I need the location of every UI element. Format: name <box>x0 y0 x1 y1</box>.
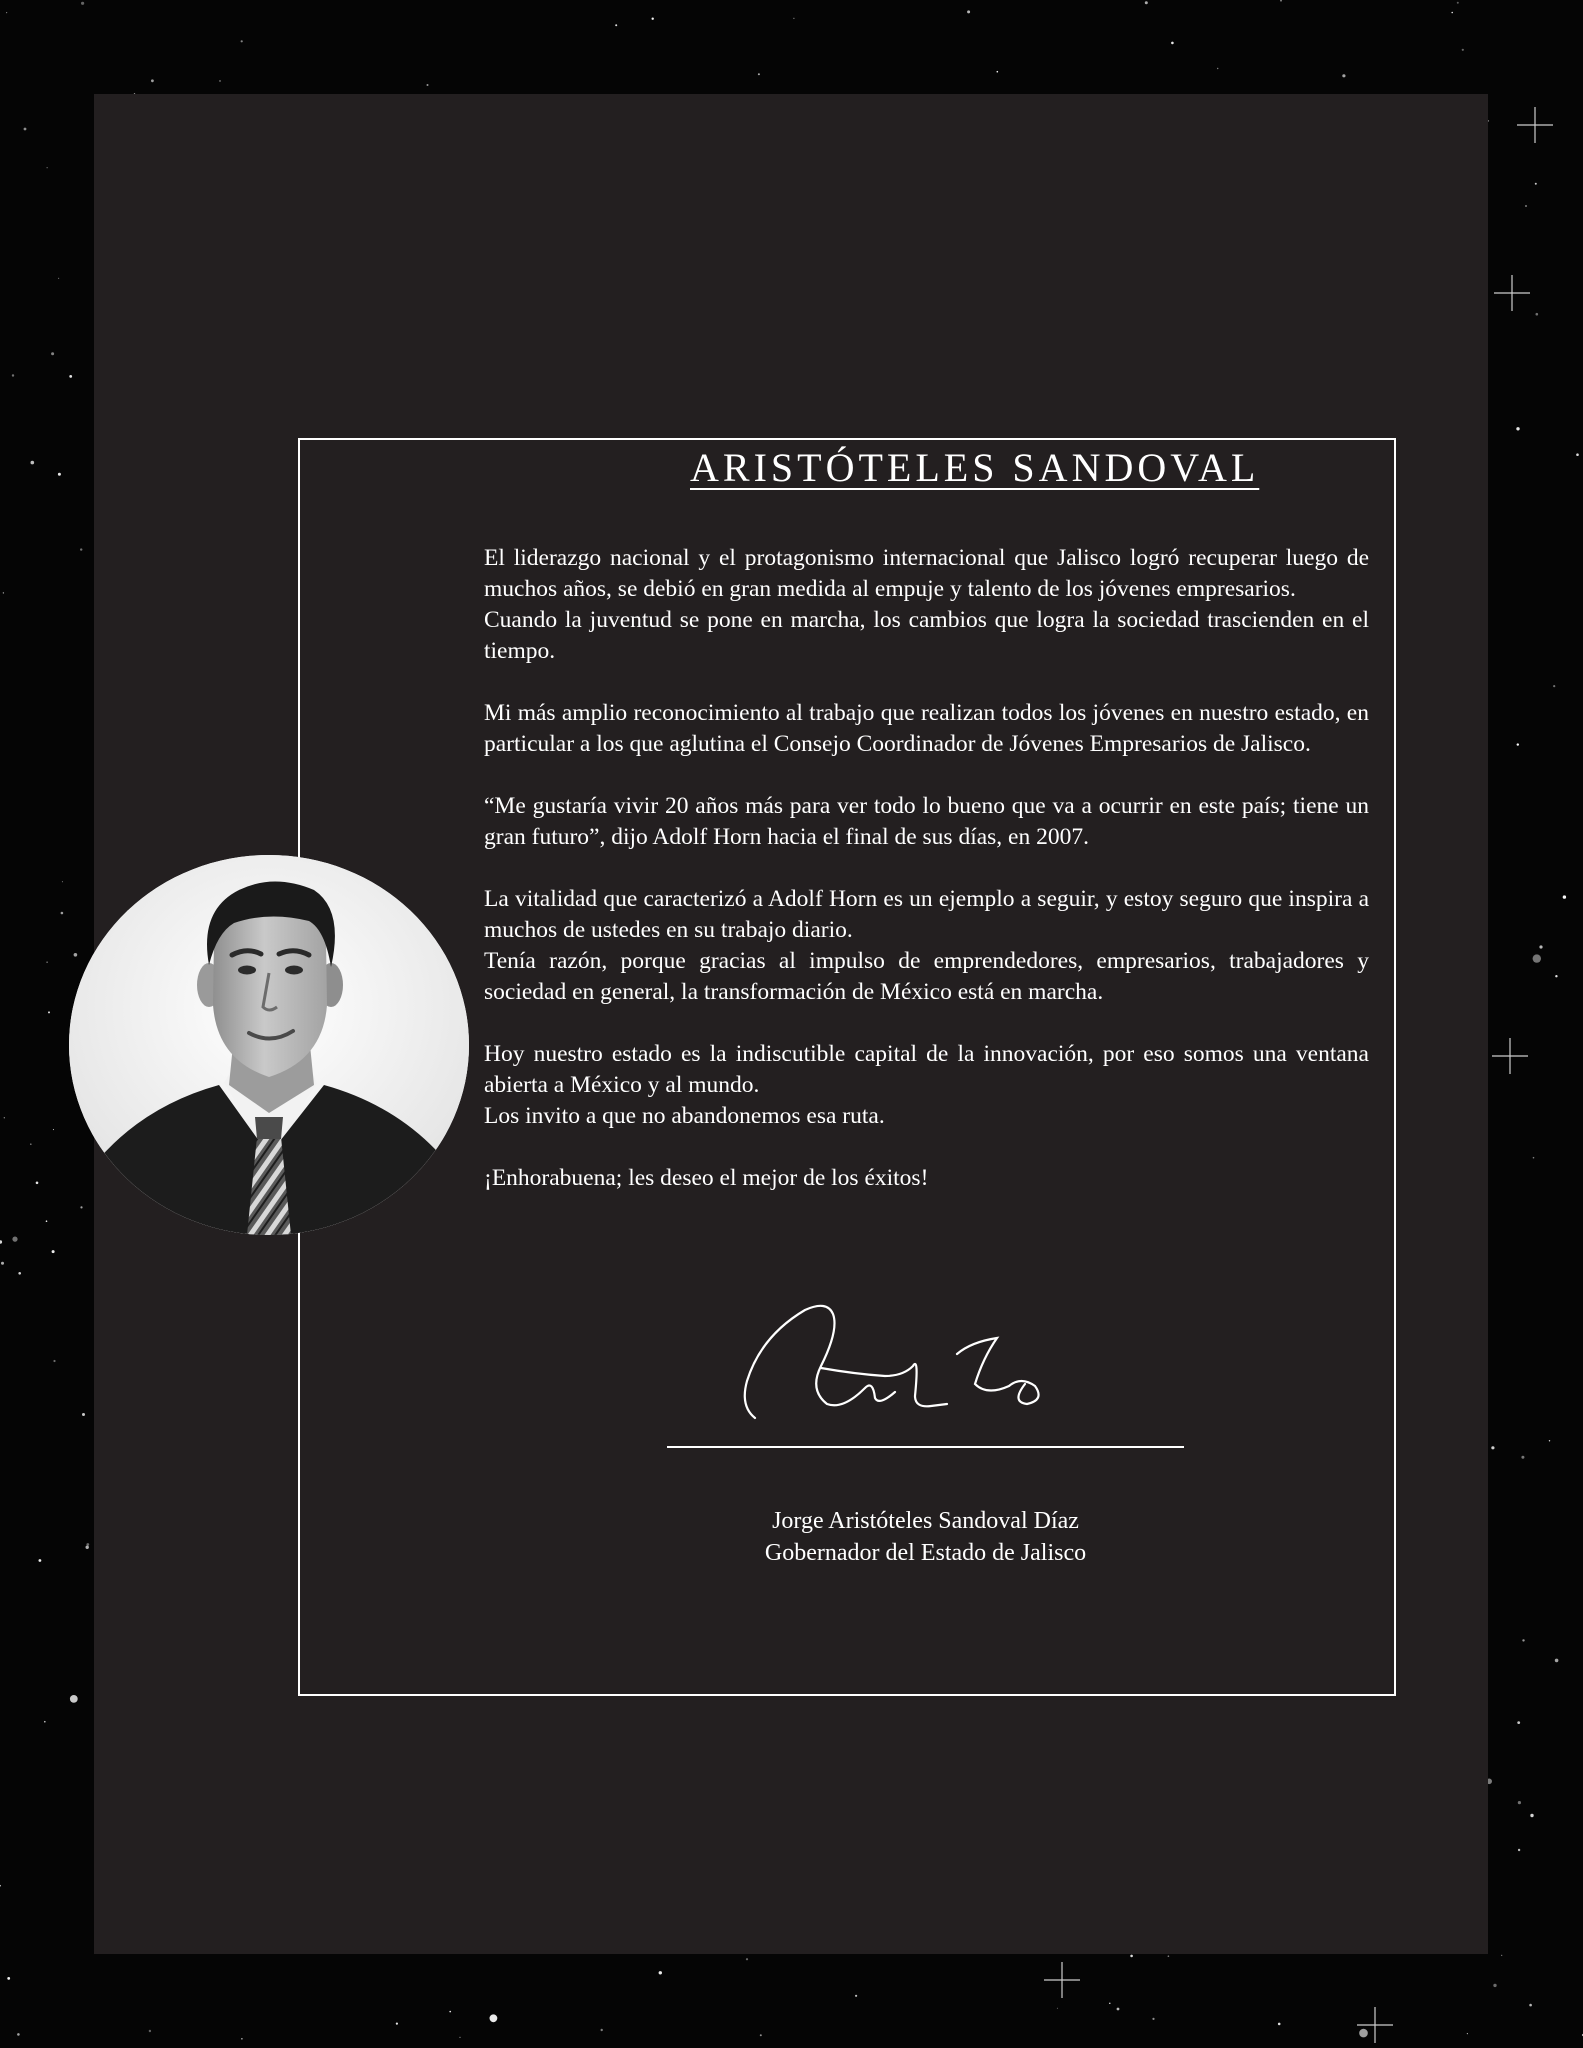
governor-portrait <box>69 855 469 1235</box>
star <box>44 1721 46 1723</box>
star <box>0 1240 2 1243</box>
star <box>490 2014 498 2022</box>
star <box>7 1977 10 1980</box>
star <box>80 1206 82 1208</box>
star <box>1152 2018 1154 2020</box>
star <box>80 548 82 550</box>
star <box>18 1272 21 1275</box>
star <box>1280 0 1282 2</box>
star <box>47 167 48 168</box>
star <box>1516 427 1519 430</box>
star <box>1145 1 1148 4</box>
star <box>46 962 47 963</box>
star <box>51 352 54 355</box>
star <box>1530 1814 1533 1817</box>
star <box>1517 1721 1520 1724</box>
star <box>1491 1446 1494 1449</box>
star <box>459 2037 460 2038</box>
star <box>1342 74 1345 77</box>
star <box>746 1958 748 1960</box>
sparkle-star <box>1517 107 1553 143</box>
star <box>1501 1955 1502 1956</box>
signature-mark <box>735 1296 1115 1436</box>
star <box>86 1546 89 1549</box>
paragraph-line: El liderazgo nacional y el protagonismo internacional que Jalisco logró recuperar luego de muchos años, se debió en gran medida al empuje y talento de los jóvenes empresarios. <box>484 545 1369 602</box>
signer-name: Jorge Aristóteles Sandoval Díaz <box>772 1508 1079 1534</box>
star <box>1518 1849 1520 1851</box>
star <box>601 2029 603 2031</box>
paragraph-1 <box>484 543 1369 667</box>
star <box>36 1182 39 1185</box>
paragraph-line: Cuando la juventud se pone en marcha, los cambios que logra la sociedad trascienden en el tiempo. <box>484 607 1369 664</box>
star <box>1457 2 1459 4</box>
star <box>1533 954 1541 962</box>
star <box>74 953 78 957</box>
paragraph-6 <box>484 1163 1369 1194</box>
star <box>1563 895 1566 898</box>
star <box>48 1011 50 1013</box>
star <box>31 461 35 465</box>
star <box>61 912 64 915</box>
star <box>62 881 63 882</box>
star <box>241 2038 243 2040</box>
star <box>1117 2008 1120 2011</box>
star <box>1522 1639 1524 1641</box>
star <box>855 1995 857 1997</box>
star <box>24 128 27 131</box>
star <box>4 1117 5 1118</box>
star <box>652 18 654 20</box>
star <box>1525 205 1527 207</box>
star <box>1217 68 1218 69</box>
star <box>82 1413 85 1416</box>
star <box>1535 183 1537 185</box>
sparkle-star <box>1494 275 1530 311</box>
star <box>1576 453 1579 456</box>
star <box>81 2 84 5</box>
star <box>1109 2003 1110 2004</box>
star <box>1539 945 1542 948</box>
star <box>793 18 794 19</box>
star <box>1549 1440 1550 1441</box>
star <box>219 80 220 81</box>
sparkle-star <box>1044 1962 1080 1998</box>
letter-body <box>484 543 1369 1194</box>
paragraph-line: “Me gustaría vivir 20 años más para ver todo lo bueno que va a ocurrir en este país; tiene un gran futuro”, dijo Adolf Horn hacia el final de sus días, en 2007. <box>484 793 1369 850</box>
star <box>86 1543 89 1546</box>
signature-line <box>667 1446 1184 1448</box>
paragraph-line: Mi más amplio reconocimiento al trabajo que realizan todos los jóvenes en nuestro estado, en particular a los que aglutina el Consejo Coordinador de Jóvenes Empresarios de Jalisco. <box>484 700 1369 757</box>
star <box>1555 1659 1559 1663</box>
star <box>70 1695 78 1703</box>
star <box>449 2011 451 2013</box>
star <box>12 1237 17 1242</box>
star <box>1521 1456 1524 1459</box>
star <box>151 79 154 82</box>
star <box>1533 1157 1535 1159</box>
star <box>615 24 617 26</box>
paragraph-4 <box>484 884 1369 1008</box>
star <box>149 2030 151 2032</box>
star <box>967 10 970 13</box>
paragraph-line: La vitalidad que caracterizó a Adolf Horn es un ejemplo a seguir, y estoy seguro que inspira a muchos de ustedes en su trabajo diario. <box>484 886 1369 943</box>
signer-title: Gobernador del Estado de Jalisco <box>764 1540 1087 1566</box>
star <box>1130 1955 1133 1958</box>
star <box>12 374 14 376</box>
star <box>3 592 4 593</box>
star <box>1168 1955 1170 1957</box>
star <box>1278 2023 1281 2026</box>
star <box>241 40 243 42</box>
paragraph-line: Tenía razón, porque gracias al impulso de emprendedores, empresarios, trabajadores y sociedad en general, la transformación de México está en marcha. <box>484 948 1369 1005</box>
page-title: ARISTÓTELES SANDOVAL <box>690 445 1260 490</box>
star <box>1359 2029 1368 2038</box>
paragraph-2 <box>484 698 1369 760</box>
paragraph-line: ¡Enhorabuena; les deseo el mejor de los éxitos! <box>484 1165 929 1191</box>
star <box>52 1250 55 1253</box>
star <box>758 73 760 75</box>
signer-block <box>667 1505 1184 1569</box>
sparkle-star <box>1357 2007 1393 2043</box>
star <box>30 1143 32 1145</box>
star <box>39 1559 42 1562</box>
star <box>1555 975 1557 977</box>
paragraph-line: Los invito a que no abandonemos esa ruta. <box>484 1103 885 1129</box>
star <box>1518 1801 1521 1804</box>
star <box>58 278 59 279</box>
star <box>1451 12 1453 14</box>
star <box>53 1360 55 1362</box>
star <box>760 2034 762 2036</box>
star <box>1517 743 1519 745</box>
star <box>1493 1984 1496 1987</box>
star <box>17 2033 20 2036</box>
paragraph-line: Hoy nuestro estado es la indiscutible capital de la innovación, por eso somos una ventana abierta a México y al mundo. <box>484 1041 1369 1098</box>
star <box>6 12 7 13</box>
star <box>1536 313 1539 316</box>
star <box>69 375 72 378</box>
star <box>396 2023 398 2025</box>
star <box>0 1885 1 1887</box>
star <box>997 71 999 73</box>
star <box>1529 2004 1532 2007</box>
star <box>46 1220 48 1222</box>
star <box>1467 2033 1468 2034</box>
paragraph-5 <box>484 1039 1369 1132</box>
paragraph-3 <box>484 791 1369 853</box>
star <box>53 1129 54 1130</box>
sparkle-star <box>1492 1038 1528 1074</box>
star <box>1171 42 1174 45</box>
star <box>1462 49 1464 51</box>
star <box>58 473 61 476</box>
star <box>1553 685 1555 687</box>
star <box>1 1262 4 1265</box>
star <box>1057 2008 1058 2009</box>
star <box>427 84 429 86</box>
star <box>659 1971 662 1974</box>
